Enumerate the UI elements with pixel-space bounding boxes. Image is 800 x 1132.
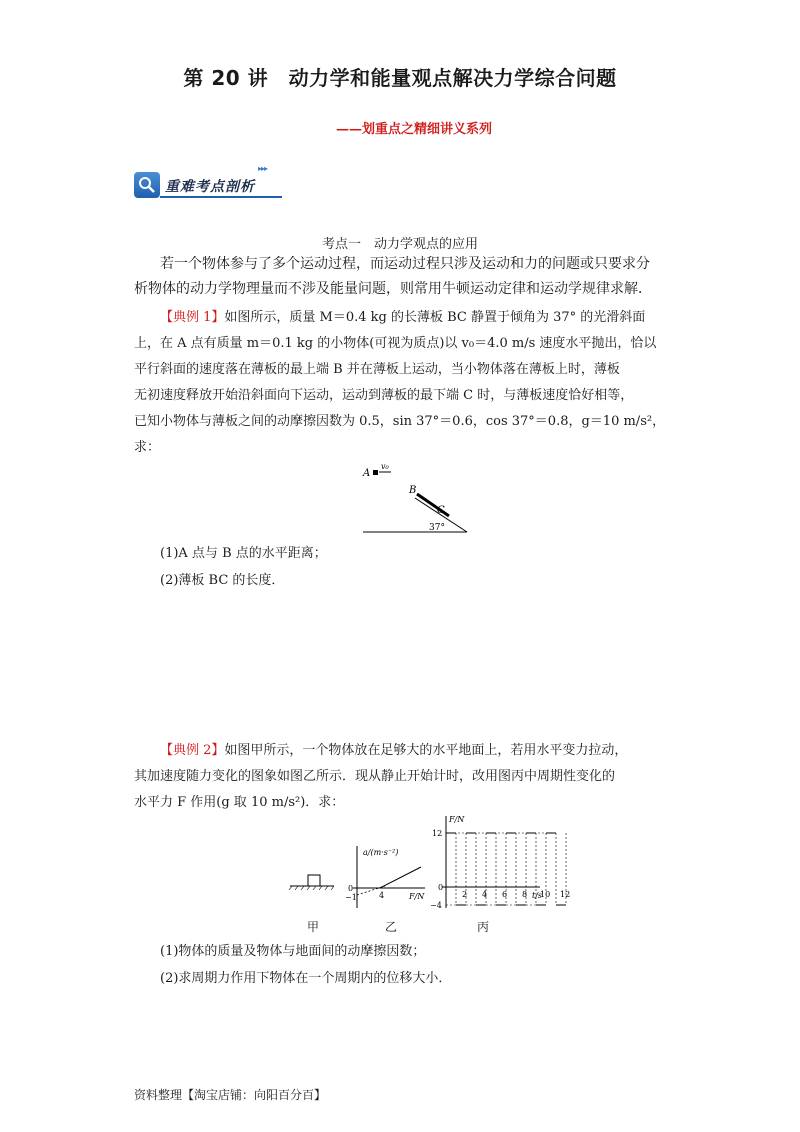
magnifier-icon <box>134 172 160 198</box>
example1-line-5: 已知小物体与薄板之间的动摩擦因数为 0.5，sin 37°＝0.6，cos 37°＝0.8，g＝10 m/s²， <box>134 414 666 429</box>
intro-line-1: 若一个物体参与了多个运动过程，而运动过程只涉及运动和力的问题或只要求分 <box>160 256 650 272</box>
block <box>308 875 320 886</box>
label-v0: v₀ <box>381 462 389 471</box>
example2-text-1: 如图甲所示，一个物体放在足够大的水平地面上，若用水平变力拉动， <box>224 743 628 758</box>
bing-x-tick-label: 4 <box>482 890 488 899</box>
example2-tag: 【典例 2】 <box>160 743 225 758</box>
figure-yi <box>345 842 435 912</box>
bing-origin: 0 <box>438 883 444 892</box>
bing-x-tick-label: 2 <box>462 890 468 899</box>
arrows-icon: ▸▸▸ <box>258 164 268 173</box>
page-subtitle: ——划重点之精细讲义系列 <box>335 122 492 137</box>
floor-hatch <box>289 886 334 890</box>
bing-x-tick-label: 10 <box>540 890 551 899</box>
example1-question-2: (2)薄板 BC 的长度． <box>160 573 285 588</box>
example1-line-2: 上，在 A 点有质量 m＝0.1 kg 的小物体(可视为质点)以 v₀＝4.0 m/s 速度水平抛出，恰以 <box>134 336 657 351</box>
example2-question-1: (1)物体的质量及物体与地面间的动摩擦因数； <box>160 944 426 959</box>
yi-origin: 0 <box>348 884 354 893</box>
example2-line-1 <box>160 739 680 763</box>
example1-line-4: 无初速度释放开始沿斜面向下运动，运动到薄板的最下端 C 时，与薄板速度恰好相等， <box>134 388 634 403</box>
section-heading: 考点一 动力学观点的应用 <box>321 237 478 252</box>
yi-ylabel: a/(m·s⁻²) <box>363 848 399 857</box>
example2-question-2: (2)求周期力作用下物体在一个周期内的位移大小． <box>160 971 452 986</box>
caption-yi: 乙 <box>385 920 398 934</box>
bing-x-tick-label: 8 <box>522 890 528 899</box>
bing-xlabel: t/s <box>532 891 543 900</box>
figure-jia <box>288 866 338 896</box>
yi-x-tick: 4 <box>379 891 385 900</box>
example2-line-3: 水平力 F 作用(g 取 10 m/s²)．求： <box>134 795 345 810</box>
label-c: C <box>437 505 445 516</box>
example1-line-1 <box>160 306 680 330</box>
intro-line-2: 析物体的动力学物理量而不涉及能量问题，则常用牛顿运动定律和运动学规律求解． <box>134 281 652 297</box>
example1-line-6: 求： <box>134 440 161 455</box>
bing-ylabel: F/N <box>449 815 465 824</box>
banner-label: 重难考点剖析 <box>165 179 255 195</box>
example1-text-1: 如图所示，质量 M＝0.4 kg 的长薄板 BC 静置于倾角为 37° 的光滑斜面 <box>224 310 646 325</box>
bing-x-tick-label: 6 <box>502 890 508 899</box>
caption-jia: 甲 <box>307 920 320 934</box>
page-title: 第 20 讲 动力学和能量观点解决力学综合问题 <box>183 66 617 90</box>
section-banner <box>134 164 284 200</box>
footer-text: 资料整理【淘宝店铺：向阳百分百】 <box>134 1088 327 1102</box>
label-a: A <box>363 468 371 479</box>
example2-line-2: 其加速度随力变化的图象如图乙所示．现从静止开始计时，改用图丙中周期性变化的 <box>134 769 616 784</box>
bing-y-top: 12 <box>432 829 443 838</box>
small-object <box>373 470 378 475</box>
caption-bing: 丙 <box>477 920 490 934</box>
banner-underline <box>160 196 282 198</box>
bing-x-tick-label: 12 <box>560 890 571 899</box>
example1-line-3: 平行斜面的速度落在薄板的最上端 B 并在薄板上运动，当小物体落在薄板上时，薄板 <box>134 362 620 377</box>
angle-label: 37° <box>429 523 445 533</box>
yi-y-tick: −1 <box>345 893 357 902</box>
yi-line <box>380 867 421 888</box>
figure-bing <box>430 812 571 912</box>
example1-question-1: (1)A 点与 B 点的水平距离； <box>160 546 327 561</box>
example1-tag: 【典例 1】 <box>160 310 225 325</box>
yi-xlabel: F/N <box>409 892 425 901</box>
incline-figure <box>355 460 475 538</box>
label-b: B <box>409 485 417 496</box>
bing-y-bottom: −4 <box>430 901 442 910</box>
